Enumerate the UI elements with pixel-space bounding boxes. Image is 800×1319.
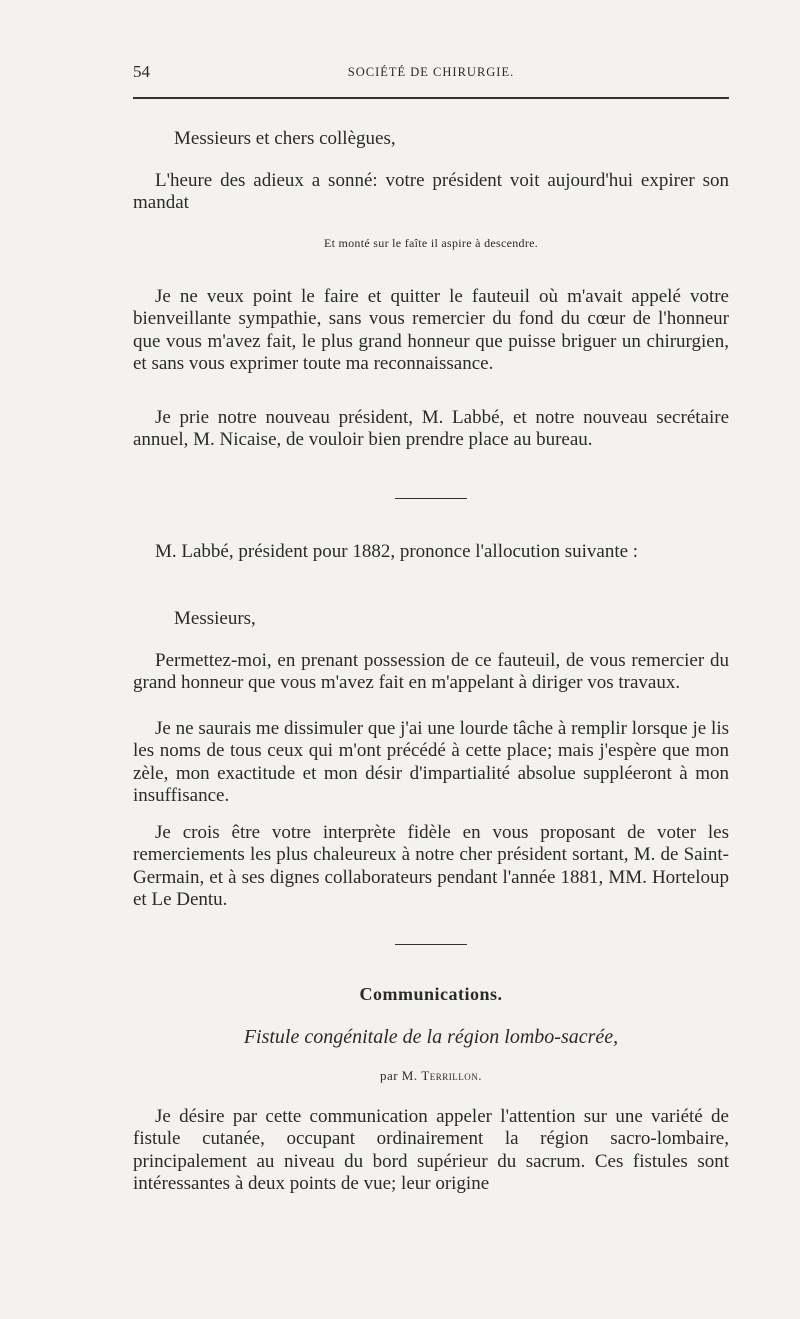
page-number: 54 xyxy=(133,62,150,81)
paragraph-labbe-intro: M. Labbé, président pour 1882, prononce l'allocution suivante : xyxy=(155,541,639,562)
salutation-messieurs: Messieurs, xyxy=(174,608,256,629)
paragraph-remerciements: Je crois être votre interprète fidèle en vous proposant de voter les remerciements les plus chaleureux à notre cher président sortant, M. de Saint-Germain, et à ses dignes collaborateurs pendant l'année 1881, MM. Horteloup et Le Dentu. xyxy=(133,822,729,911)
salutation-colleagues: Messieurs et chers collègues, xyxy=(174,128,396,149)
paragraph-tache: Je ne saurais me dissimuler que j'ai une lourde tâche à remplir lorsque je lis les noms de tous ceux qui m'ont précédé à cette place; mais j'espère que mon zèle, mon exactitude et mon désir d'impartialité absolue suppléeront à mon insuffisance. xyxy=(133,718,729,807)
running-title: SOCIÉTÉ DE CHIRURGIE. xyxy=(347,65,515,79)
verse-quote: Et monté sur le faîte il aspire à descendre. xyxy=(323,236,539,250)
separator-rule xyxy=(395,944,467,945)
byline-author: Terrillon. xyxy=(421,1068,483,1083)
header-rule xyxy=(133,97,729,99)
paragraph-permettez: Permettez-moi, en prenant possession de ce fauteuil, de vous remercier du grand honneur que vous m'avez fait en m'appelant à diriger vos travaux. xyxy=(133,650,729,694)
paragraph-new-bureau: Je prie notre nouveau président, M. Labbé, et notre nouveau secrétaire annuel, M. Nicaise, de vouloir bien prendre place au bureau. xyxy=(133,407,729,451)
paragraph-fistule: Je désire par cette communication appeler l'attention sur une variété de fistule cutanée, occupant ordinairement la région sacro-lombaire, principalement au niveau du bord supérieur du sacrum. Ces fistules sont intéressantes à deux points de vue; leur origine xyxy=(133,1106,729,1195)
byline-prefix: par M. xyxy=(379,1068,418,1083)
byline xyxy=(133,1068,729,1084)
paragraph-adieux: L'heure des adieux a sonné: votre président voit aujourd'hui expirer son mandat xyxy=(133,170,729,214)
paragraph-thanks: Je ne veux point le faire et quitter le fauteuil où m'avait appelé votre bienveillante sympathie, sans vous remercier du fond du cœur de l'honneur que vous m'avez fait, le plus grand honneur que puisse briguer un chirurgien, et sans vous exprimer toute ma reconnaissance. xyxy=(133,286,729,375)
section-heading: Communications. xyxy=(359,984,503,1004)
article-title: Fistule congénitale de la région lombo-sacrée, xyxy=(243,1026,619,1048)
separator-rule xyxy=(395,498,467,499)
running-header xyxy=(133,62,729,88)
